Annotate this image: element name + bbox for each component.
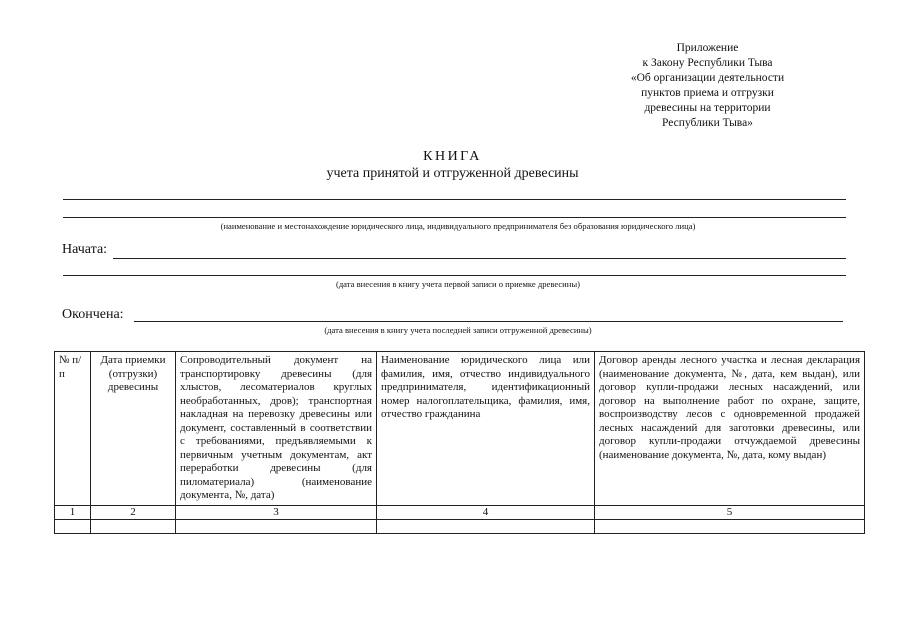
header-counterparty: Наименование юридического лица или фамилия, имя, отчество индивидуального предпринимателя, идентификационный номер налогоплательщика, фамилия, имя, отчество гражданина xyxy=(377,352,595,506)
table-cell[interactable] xyxy=(55,519,91,533)
appendix-line: пунктов приема и отгрузки xyxy=(641,87,774,99)
table-cell[interactable] xyxy=(176,519,377,533)
document-subtitle: учета принятой и отгруженной древесины xyxy=(326,166,579,181)
register-table xyxy=(54,351,865,534)
column-number-row xyxy=(55,505,865,519)
header-contract: Договор аренды лесного участка и лесная декларация (наименование документа, №, дата, кем выдан), или договор купли-продажи лесных насаждений, или договор на выполнение работ по охране, защите, воспроизводству лесов с одновременной продажей лесных насаждений для заготовки древесины, или договор купли-продажи отчуждаемой древесины (наименование документа, №, дата, кому выдан) xyxy=(595,352,865,506)
table-cell[interactable] xyxy=(91,519,176,533)
table-row xyxy=(55,519,865,533)
appendix-line: древесины на территории xyxy=(644,102,771,114)
table-cell[interactable] xyxy=(595,519,865,533)
org-caption: (наименование и местонахождение юридического лица, индивидуального предпринимателя без образования юридического лица) xyxy=(220,221,696,231)
appendix-line: к Закону Республики Тыва xyxy=(642,57,773,69)
column-number: 2 xyxy=(91,505,176,519)
column-number: 3 xyxy=(176,505,377,519)
started-fill-line[interactable] xyxy=(63,275,846,276)
org-fill-line[interactable] xyxy=(63,199,846,200)
started-caption: (дата внесения в книгу учета первой записи о приемке древесины) xyxy=(335,279,581,289)
document-title: КНИГА xyxy=(423,149,482,164)
appendix-note xyxy=(600,41,815,131)
appendix-line: Приложение xyxy=(676,42,739,54)
appendix-line: Республики Тыва» xyxy=(662,117,753,129)
column-number: 4 xyxy=(377,505,595,519)
table-cell[interactable] xyxy=(377,519,595,533)
appendix-line: «Об организации деятельности xyxy=(630,72,785,84)
header-transport-document: Сопроводительный документ на транспортировку древесины (для хлыстов, лесоматериалов круглых необработанных, дров); транспортная накладная на перевозку древесины или документ, составленный в соответствии с требованиями, предъявляемыми к первичным учетным документам, акт переработки древесины (для пиломатериала) (наименование документа, №, дата) xyxy=(176,352,377,506)
column-number: 5 xyxy=(595,505,865,519)
started-label: Начата: xyxy=(62,242,108,257)
finished-label: Окончена: xyxy=(62,307,124,322)
org-fill-line[interactable] xyxy=(63,217,846,218)
finished-caption: (дата внесения в книгу учета последней записи отгруженной древесины) xyxy=(324,325,592,335)
finished-fill-line[interactable] xyxy=(134,321,843,322)
header-date: Дата приемки (отгрузки) древесины xyxy=(91,352,176,506)
table-header-row xyxy=(55,352,865,506)
column-number: 1 xyxy=(55,505,91,519)
header-row-number: № п/п xyxy=(55,352,91,506)
started-fill-line[interactable] xyxy=(113,258,846,259)
